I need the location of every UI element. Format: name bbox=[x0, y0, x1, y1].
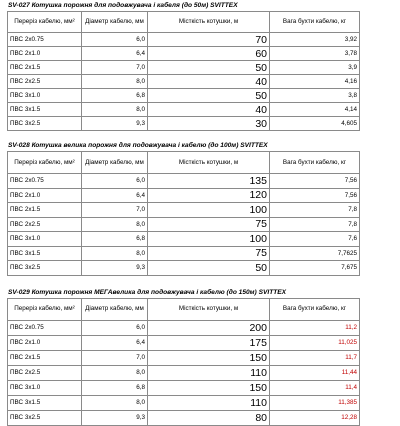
diameter-cell: 6,0 bbox=[82, 33, 148, 47]
table-row bbox=[8, 117, 360, 131]
weight-cell: 11,385 bbox=[270, 395, 360, 410]
table-row bbox=[8, 188, 360, 203]
cable-type-cell: ПВС 2х0.75 bbox=[8, 33, 82, 47]
diameter-cell: 8,0 bbox=[82, 246, 148, 261]
table-row bbox=[8, 174, 360, 189]
cable-type-cell: ПВС 2х2.5 bbox=[8, 217, 82, 232]
weight-cell: 11,025 bbox=[270, 335, 360, 350]
header-diameter: Діаметр кабелю, мм bbox=[82, 152, 148, 174]
capacity-cell: 110 bbox=[148, 395, 270, 410]
weight-cell: 7,56 bbox=[270, 188, 360, 203]
cable-type-cell: ПВС 3х1.5 bbox=[8, 246, 82, 261]
cable-type-cell: ПВС 2х0.75 bbox=[8, 320, 82, 335]
table-row bbox=[8, 246, 360, 261]
table-row bbox=[8, 232, 360, 247]
header-weight: Вага бухти кабелю, кг bbox=[270, 298, 360, 320]
diameter-cell: 6,0 bbox=[82, 320, 148, 335]
diameter-cell: 8,0 bbox=[82, 103, 148, 117]
capacity-cell: 135 bbox=[148, 174, 270, 189]
cable-type-cell: ПВС 3х1.0 bbox=[8, 232, 82, 247]
table-row bbox=[8, 380, 360, 395]
table-row bbox=[8, 350, 360, 365]
weight-cell: 11,2 bbox=[270, 320, 360, 335]
section-sv-027 bbox=[7, 1, 392, 131]
cable-type-cell: ПВС 2х1.5 bbox=[8, 350, 82, 365]
header-weight: Вага бухти кабелю, кг bbox=[270, 12, 360, 33]
section-sv-029 bbox=[7, 288, 392, 426]
table-row bbox=[8, 203, 360, 218]
table-row bbox=[8, 217, 360, 232]
weight-cell: 7,8 bbox=[270, 217, 360, 232]
weight-cell: 3,9 bbox=[270, 61, 360, 75]
cable-type-cell: ПВС 3х2.5 bbox=[8, 410, 82, 425]
cable-type-cell: ПВС 3х1.0 bbox=[8, 89, 82, 103]
section-sv-028 bbox=[7, 141, 392, 276]
section-title: SV-027 Котушка порожня для подовжувача і кабеля (до 50м) SVITTEX bbox=[8, 2, 238, 9]
table-row bbox=[8, 365, 360, 380]
header-weight: Вага бухти кабелю, кг bbox=[270, 152, 360, 174]
spec-table bbox=[7, 11, 360, 131]
capacity-cell: 75 bbox=[148, 246, 270, 261]
table-row bbox=[8, 335, 360, 350]
capacity-cell: 50 bbox=[148, 61, 270, 75]
table-row bbox=[8, 103, 360, 117]
table-row bbox=[8, 47, 360, 61]
weight-cell: 3,78 bbox=[270, 47, 360, 61]
cable-type-cell: ПВС 2х2.5 bbox=[8, 75, 82, 89]
document bbox=[7, 0, 392, 426]
cable-type-cell: ПВС 3х1.5 bbox=[8, 103, 82, 117]
cable-type-cell: ПВС 3х2.5 bbox=[8, 261, 82, 276]
capacity-cell: 70 bbox=[148, 33, 270, 47]
capacity-cell: 200 bbox=[148, 320, 270, 335]
weight-cell: 4,16 bbox=[270, 75, 360, 89]
header-cross-section: Переріз кабелю, мм² bbox=[8, 12, 82, 33]
cable-type-cell: ПВС 2х0.75 bbox=[8, 174, 82, 189]
diameter-cell: 9,3 bbox=[82, 261, 148, 276]
header-diameter: Діаметр кабелю, мм bbox=[82, 12, 148, 33]
diameter-cell: 8,0 bbox=[82, 217, 148, 232]
cable-type-cell: ПВС 3х1.5 bbox=[8, 395, 82, 410]
weight-cell: 7,56 bbox=[270, 174, 360, 189]
weight-cell: 4,605 bbox=[270, 117, 360, 131]
diameter-cell: 8,0 bbox=[82, 365, 148, 380]
capacity-cell: 50 bbox=[148, 89, 270, 103]
diameter-cell: 9,3 bbox=[82, 410, 148, 425]
diameter-cell: 7,0 bbox=[82, 203, 148, 218]
header-capacity: Місткість котушки, м bbox=[148, 298, 270, 320]
weight-cell: 11,4 bbox=[270, 380, 360, 395]
capacity-cell: 75 bbox=[148, 217, 270, 232]
table-body bbox=[8, 320, 360, 425]
diameter-cell: 6,8 bbox=[82, 232, 148, 247]
table-body bbox=[8, 33, 360, 131]
table-row bbox=[8, 89, 360, 103]
section-title: SV-029 Котушка порожня МЕГАвелика для подовжувача і кабелю (до 150м) SVITTEX bbox=[8, 288, 287, 296]
header-capacity: Місткість котушки, м bbox=[148, 152, 270, 174]
capacity-cell: 100 bbox=[148, 232, 270, 247]
diameter-cell: 6,8 bbox=[82, 380, 148, 395]
weight-cell: 12,28 bbox=[270, 410, 360, 425]
weight-cell: 3,92 bbox=[270, 33, 360, 47]
table-row bbox=[8, 395, 360, 410]
diameter-cell: 7,0 bbox=[82, 350, 148, 365]
cable-type-cell: ПВС 3х1.0 bbox=[8, 380, 82, 395]
capacity-cell: 60 bbox=[148, 47, 270, 61]
weight-cell: 4,14 bbox=[270, 103, 360, 117]
capacity-cell: 150 bbox=[148, 380, 270, 395]
cable-type-cell: ПВС 2х1.0 bbox=[8, 188, 82, 203]
weight-cell: 7,6 bbox=[270, 232, 360, 247]
cable-type-cell: ПВС 2х1.0 bbox=[8, 47, 82, 61]
capacity-cell: 150 bbox=[148, 350, 270, 365]
table-row bbox=[8, 61, 360, 75]
diameter-cell: 8,0 bbox=[82, 395, 148, 410]
capacity-cell: 110 bbox=[148, 365, 270, 380]
capacity-cell: 30 bbox=[148, 117, 270, 131]
capacity-cell: 120 bbox=[148, 188, 270, 203]
header-diameter: Діаметр кабелю, мм bbox=[82, 298, 148, 320]
capacity-cell: 80 bbox=[148, 410, 270, 425]
table-row bbox=[8, 33, 360, 47]
capacity-cell: 175 bbox=[148, 335, 270, 350]
diameter-cell: 6,4 bbox=[82, 335, 148, 350]
header-cross-section: Переріз кабелю, мм² bbox=[8, 152, 82, 174]
spec-table bbox=[7, 298, 360, 426]
section-title: SV-028 Котушка велика порожня для подовжувача і кабелю (до 100м) SVITTEX bbox=[8, 142, 268, 149]
cable-type-cell: ПВС 2х2.5 bbox=[8, 365, 82, 380]
diameter-cell: 9,3 bbox=[82, 117, 148, 131]
diameter-cell: 6,8 bbox=[82, 89, 148, 103]
weight-cell: 11,7 bbox=[270, 350, 360, 365]
capacity-cell: 50 bbox=[148, 261, 270, 276]
capacity-cell: 40 bbox=[148, 103, 270, 117]
cable-type-cell: ПВС 2х1.5 bbox=[8, 61, 82, 75]
header-capacity: Місткість котушки, м bbox=[148, 12, 270, 33]
table-row bbox=[8, 320, 360, 335]
weight-cell: 11,44 bbox=[270, 365, 360, 380]
diameter-cell: 6,4 bbox=[82, 47, 148, 61]
diameter-cell: 8,0 bbox=[82, 75, 148, 89]
table-row bbox=[8, 261, 360, 276]
capacity-cell: 40 bbox=[148, 75, 270, 89]
cable-type-cell: ПВС 2х1.0 bbox=[8, 335, 82, 350]
header-cross-section: Переріз кабелю, мм² bbox=[8, 298, 82, 320]
diameter-cell: 6,4 bbox=[82, 188, 148, 203]
diameter-cell: 7,0 bbox=[82, 61, 148, 75]
table-body bbox=[8, 174, 360, 276]
weight-cell: 3,8 bbox=[270, 89, 360, 103]
diameter-cell: 6,0 bbox=[82, 174, 148, 189]
table-row bbox=[8, 410, 360, 425]
cable-type-cell: ПВС 2х1.5 bbox=[8, 203, 82, 218]
cable-type-cell: ПВС 3х2.5 bbox=[8, 117, 82, 131]
weight-cell: 7,8 bbox=[270, 203, 360, 218]
capacity-cell: 100 bbox=[148, 203, 270, 218]
weight-cell: 7,675 bbox=[270, 261, 360, 276]
table-row bbox=[8, 75, 360, 89]
weight-cell: 7,7625 bbox=[270, 246, 360, 261]
spec-table bbox=[7, 151, 360, 276]
